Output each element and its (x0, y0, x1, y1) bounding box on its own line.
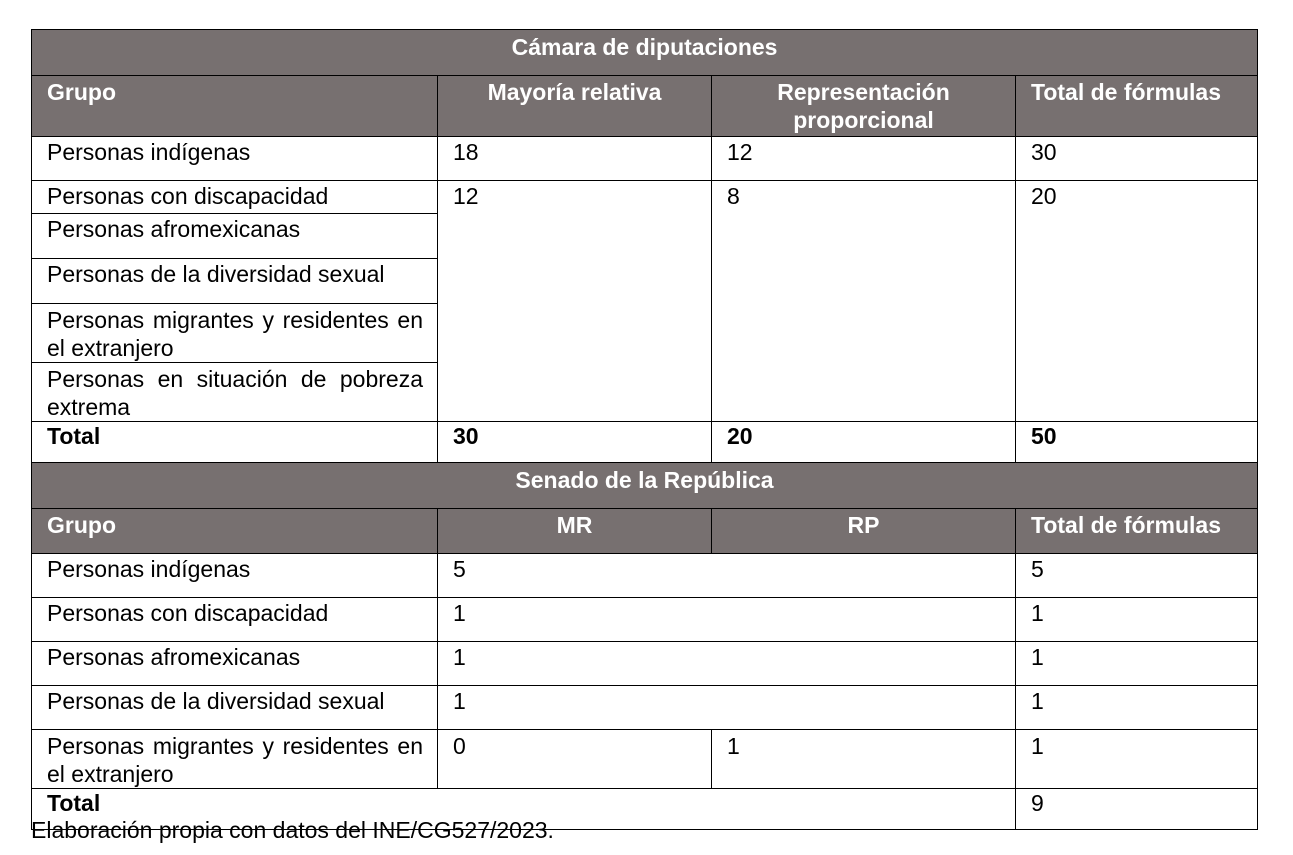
group-cell: Personas de la diversidad sexual (32, 259, 438, 304)
table-row (32, 730, 1258, 789)
mr-rp-cell: 1 (438, 642, 1016, 686)
table-row (32, 554, 1258, 598)
total-cell: 1 (1016, 598, 1258, 642)
source-note: Elaboración propia con datos del INE/CG527/2023. (31, 817, 554, 843)
total-cell: 1 (1016, 642, 1258, 686)
group-cell: Personas en situación de pobreza extrema (32, 363, 438, 422)
rp-cell: 1 (712, 730, 1016, 789)
total-cell: 5 (1016, 554, 1258, 598)
camara-header-row (32, 76, 1258, 137)
group-cell: Personas indígenas (32, 554, 438, 598)
header-representacion-proporcional: Representación proporcional (712, 76, 1016, 137)
grand-total: 9 (1016, 789, 1258, 830)
representation-table (31, 29, 1258, 830)
group-cell: Personas migrantes y residentes en el extranjero (32, 730, 438, 789)
grand-total: 50 (1016, 422, 1258, 463)
rp-total: 20 (712, 422, 1016, 463)
mr-rp-cell: 5 (438, 554, 1016, 598)
mr-total: 30 (438, 422, 712, 463)
senado-title: Senado de la República (32, 463, 1258, 509)
group-cell: Personas afromexicanas (32, 214, 438, 259)
group-cell: Personas con discapacidad (32, 181, 438, 214)
total-cell: 1 (1016, 730, 1258, 789)
senado-header-row (32, 509, 1258, 554)
mr-rp-cell: 1 (438, 598, 1016, 642)
total-row (32, 422, 1258, 463)
senado-title-row (32, 463, 1258, 509)
mr-rp-cell: 1 (438, 686, 1016, 730)
total-cell: 1 (1016, 686, 1258, 730)
group-cell: Personas indígenas (32, 137, 438, 181)
group-cell: Personas con discapacidad (32, 598, 438, 642)
header-mayoria-relativa: Mayoría relativa (438, 76, 712, 137)
total-label: Total (32, 422, 438, 463)
mr-cell: 18 (438, 137, 712, 181)
mr-cell: 0 (438, 730, 712, 789)
group-cell: Personas de la diversidad sexual (32, 686, 438, 730)
table-row (32, 686, 1258, 730)
table-row (32, 181, 1258, 214)
header-rp: RP (712, 509, 1016, 554)
header-total-formulas: Total de fórmulas (1016, 76, 1258, 137)
header-grupo: Grupo (32, 509, 438, 554)
header-total-formulas: Total de fórmulas (1016, 509, 1258, 554)
mr-cell: 12 (438, 181, 712, 422)
total-label: Total (32, 789, 1016, 830)
table-row (32, 598, 1258, 642)
rp-cell: 8 (712, 181, 1016, 422)
total-cell: 20 (1016, 181, 1258, 422)
table-row (32, 642, 1258, 686)
header-mr: MR (438, 509, 712, 554)
camara-title-row (32, 30, 1258, 76)
table-row (32, 137, 1258, 181)
total-cell: 30 (1016, 137, 1258, 181)
camara-title: Cámara de diputaciones (32, 30, 1258, 76)
group-cell: Personas afromexicanas (32, 642, 438, 686)
header-grupo: Grupo (32, 76, 438, 137)
rp-cell: 12 (712, 137, 1016, 181)
group-cell: Personas migrantes y residentes en el extranjero (32, 304, 438, 363)
